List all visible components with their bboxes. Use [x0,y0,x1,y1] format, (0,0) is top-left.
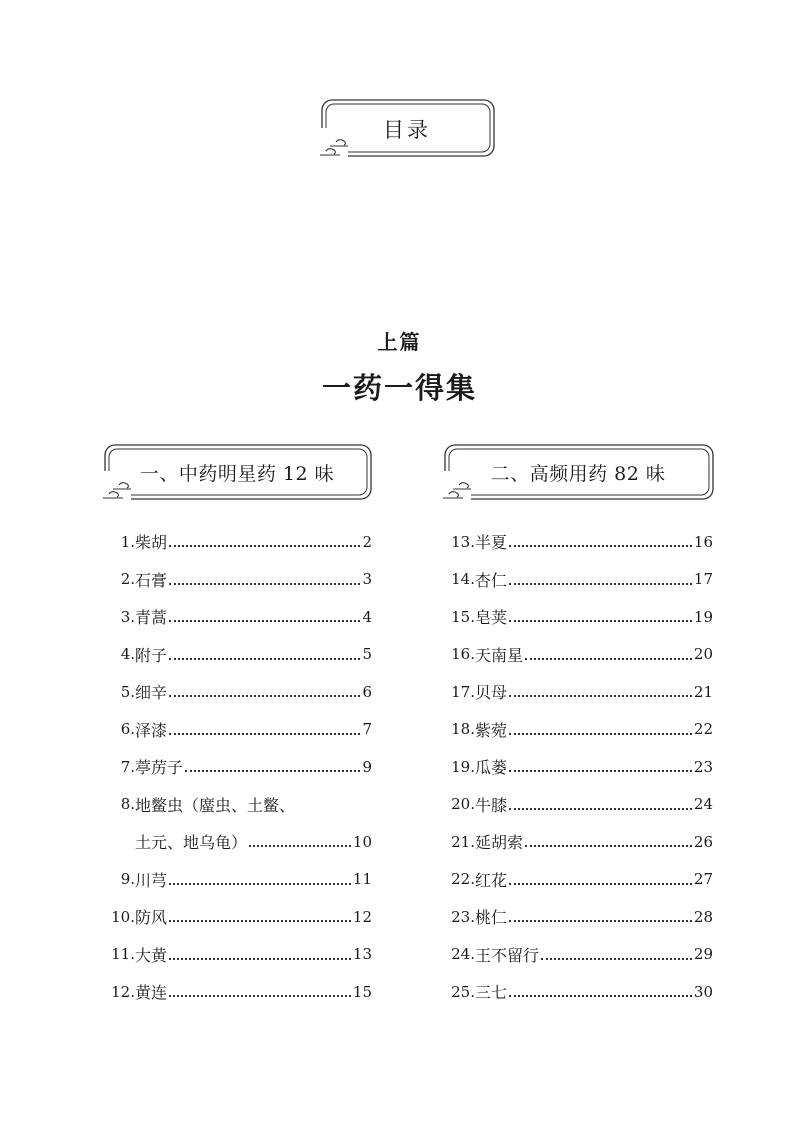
dot-leader [509,919,692,922]
dot-leader [169,694,360,697]
toc-entry[interactable] [440,823,713,861]
entry-page: 24 [693,795,713,814]
entry-name: 防风 [135,908,168,928]
entry-number: 24. [451,945,475,964]
toc-entry[interactable] [440,561,713,599]
dot-leader [185,769,360,772]
dot-leader [169,957,351,960]
toc-entry[interactable] [100,898,372,936]
entry-number: 14. [451,570,475,589]
entry-page: 11 [352,870,372,889]
dot-leader [169,919,351,922]
entry-page: 4 [362,607,372,626]
toc-entry-continuation[interactable] [100,823,372,861]
right-column-heading-frame [441,443,715,501]
dot-leader [249,844,351,847]
toc-entry[interactable] [440,748,713,786]
dot-leader [169,994,351,997]
entry-name: 杏仁 [475,570,508,590]
entry-name: 土元、地乌龟） [135,833,248,853]
entry-number: 17. [451,682,475,701]
entry-number: 21. [451,832,475,851]
toc-entry[interactable] [100,711,372,749]
dot-leader [509,694,692,697]
entry-name: 王不留行 [475,945,540,965]
entry-page: 17 [693,570,713,589]
entry-page: 6 [362,682,372,701]
entry-number: 11. [111,945,135,964]
dot-leader [525,844,692,847]
entry-number: 22. [451,870,475,889]
entry-number: 3. [120,607,135,626]
entry-name: 贝母 [475,683,508,703]
entry-number: 18. [451,720,475,739]
book-title: 一药一得集 [321,371,477,405]
entry-page: 26 [693,832,713,851]
part-title: 上篇 [377,330,422,354]
entry-name: 天南星 [475,645,524,665]
entry-name: 瓜蒌 [475,758,508,778]
entry-page: 12 [352,907,372,926]
entry-name: 三七 [475,983,508,1003]
entry-page: 28 [693,907,713,926]
dot-leader [169,882,351,885]
dot-leader [509,882,692,885]
entry-page: 20 [693,645,713,664]
dot-leader [509,994,692,997]
entry-page: 3 [362,570,372,589]
entry-name: 半夏 [475,533,508,553]
entry-page: 7 [362,720,372,739]
entry-name: 石膏 [135,570,168,590]
toc-entry[interactable] [100,936,372,974]
toc-entry[interactable] [100,598,372,636]
entry-name: 细辛 [135,683,168,703]
dot-leader [169,619,360,622]
dot-leader [509,807,692,810]
toc-entry[interactable] [100,973,372,1011]
dot-leader [509,582,692,585]
entry-number: 23. [451,907,475,926]
toc-entry[interactable] [440,786,713,824]
toc-entry[interactable] [100,748,372,786]
entry-page: 29 [693,945,713,964]
entry-number: 5. [120,682,135,701]
entry-name: 大黄 [135,945,168,965]
toc-title-frame [318,98,496,158]
toc-entry[interactable] [440,711,713,749]
entry-page: 10 [352,832,372,851]
entry-name: 附子 [135,645,168,665]
entry-page: 27 [693,870,713,889]
entry-name: 桃仁 [475,908,508,928]
entry-name: 黄连 [135,983,168,1003]
left-column-heading-frame [101,443,373,501]
dot-leader [509,544,692,547]
entry-name: 泽漆 [135,720,168,740]
toc-entry[interactable] [440,936,713,974]
dot-leader [169,544,360,547]
entry-page: 30 [693,982,713,1001]
entry-page: 9 [362,757,372,776]
entry-name: 地鳖虫（䗪虫、土鳖、 [135,795,296,815]
left-column-heading: 一、中药明星药 12 味 [139,463,335,485]
toc-entry[interactable] [440,523,713,561]
entry-name: 青蒿 [135,608,168,628]
toc-entry[interactable] [100,523,372,561]
entry-number: 4. [120,645,135,664]
dot-leader [509,619,692,622]
entry-name: 川芎 [135,870,168,890]
entry-number: 15. [451,607,475,626]
entry-number: 9. [120,870,135,889]
entry-number: 13. [451,532,475,551]
entry-number: 12. [111,982,135,1001]
entry-number: 6. [120,720,135,739]
entry-page: 2 [362,532,372,551]
entry-page: 21 [693,682,713,701]
toc-entry[interactable] [440,598,713,636]
entry-name: 红花 [475,870,508,890]
entry-page: 16 [693,532,713,551]
entry-page: 19 [693,607,713,626]
toc-title: 目录 [383,118,431,142]
entry-number: 7. [120,757,135,776]
toc-entry[interactable] [100,786,372,824]
entry-number: 2. [120,570,135,589]
entry-number: 25. [451,982,475,1001]
entry-page: 23 [693,757,713,776]
toc-entry[interactable] [440,898,713,936]
entry-number: 1. [120,532,135,551]
entry-name: 葶苈子 [135,758,184,778]
right-toc-list [440,523,713,1011]
entry-name: 皂荚 [475,608,508,628]
entry-name: 延胡索 [475,833,524,853]
toc-entry[interactable] [100,561,372,599]
entry-page: 15 [352,982,372,1001]
toc-entry[interactable] [440,673,713,711]
right-column-heading: 二、高频用药 82 味 [490,463,666,485]
dot-leader [509,769,692,772]
toc-entry[interactable] [100,673,372,711]
dot-leader [169,657,360,660]
entry-page: 5 [362,645,372,664]
dot-leader [509,732,692,735]
entry-name: 柴胡 [135,533,168,553]
entry-number: 10. [111,907,135,926]
toc-entry[interactable] [100,861,372,899]
toc-entry[interactable] [100,636,372,674]
entry-name: 牛膝 [475,795,508,815]
dot-leader [169,582,360,585]
dot-leader [541,957,692,960]
toc-entry[interactable] [440,973,713,1011]
dot-leader [169,732,360,735]
dot-leader [525,657,692,660]
entry-number: 19. [451,757,475,776]
entry-number: 20. [451,795,475,814]
entry-page: 13 [352,945,372,964]
toc-entry[interactable] [440,636,713,674]
toc-entry[interactable] [440,861,713,899]
entry-number: 8. [120,795,135,814]
entry-name: 紫菀 [475,720,508,740]
entry-page: 22 [693,720,713,739]
left-toc-list [100,523,372,1011]
entry-number: 16. [451,645,475,664]
